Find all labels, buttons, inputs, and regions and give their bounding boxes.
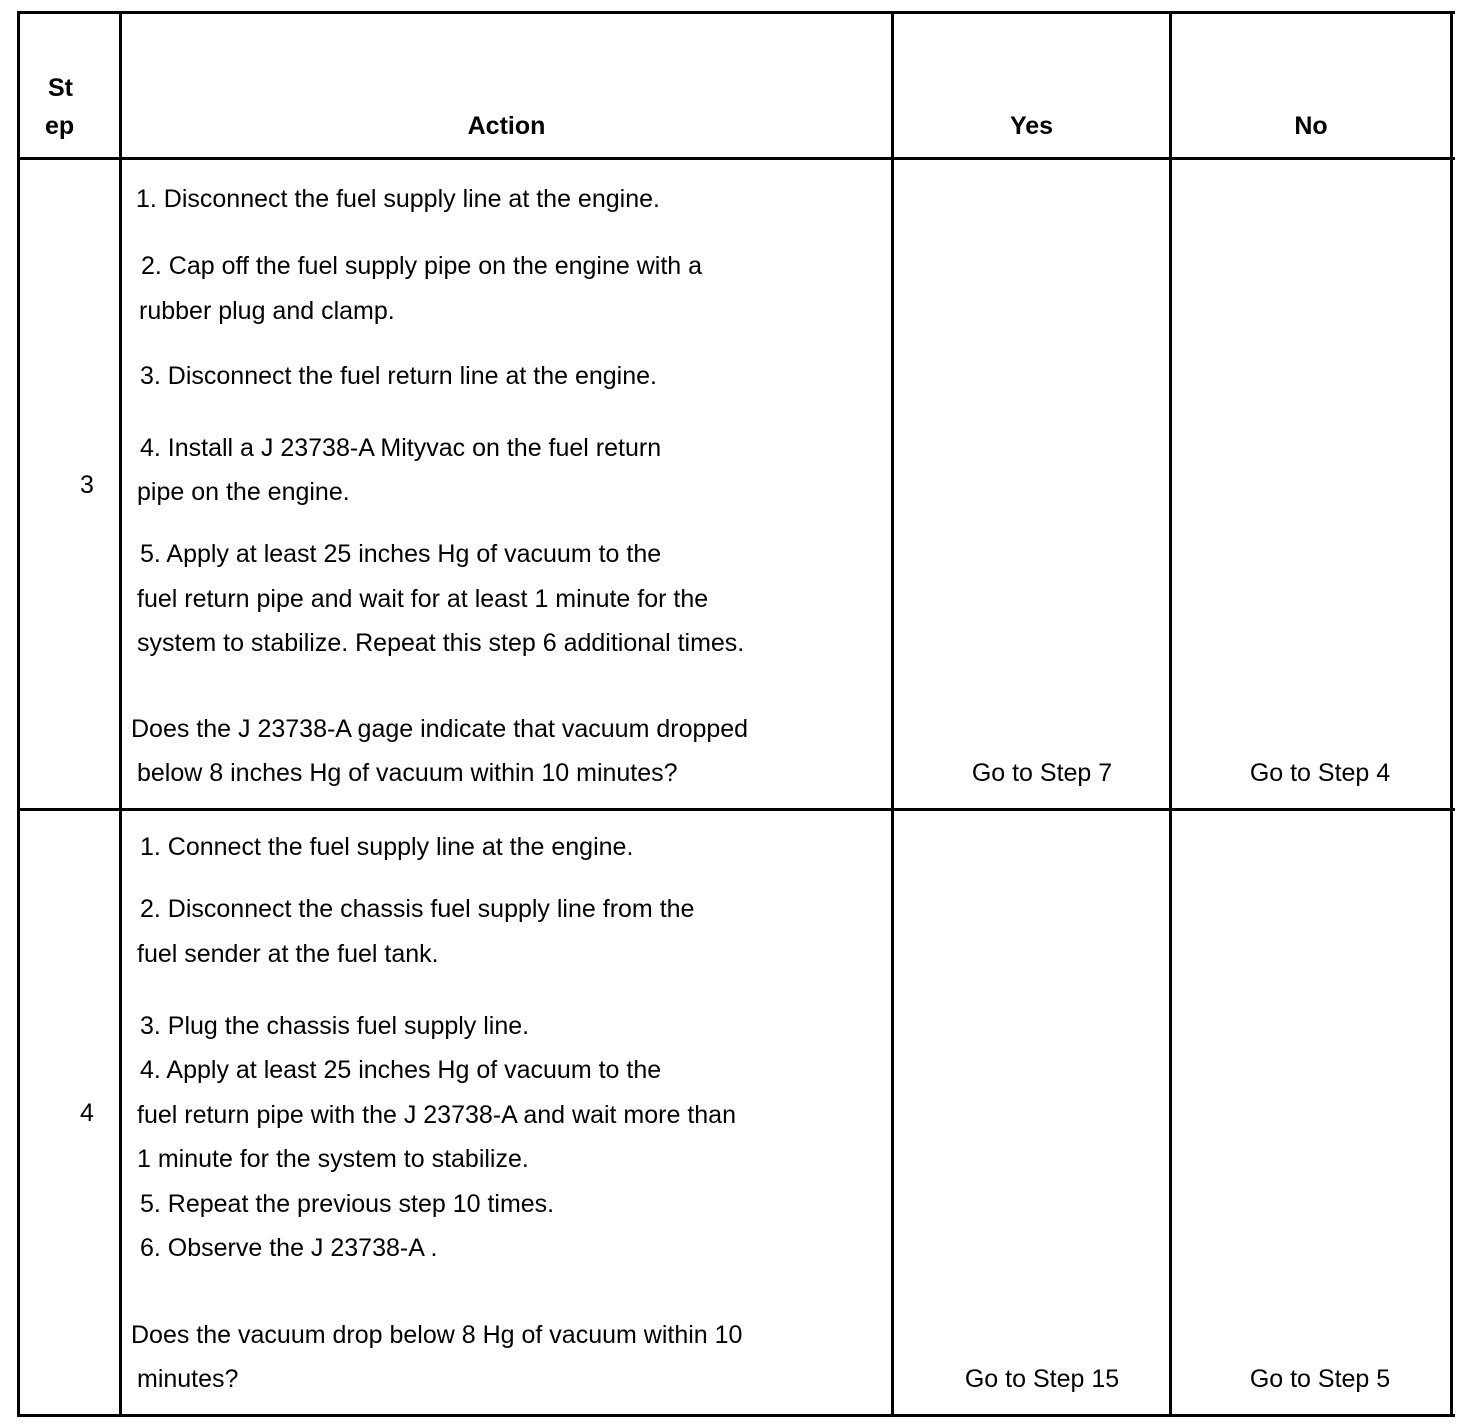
question-line: minutes? <box>137 1365 239 1393</box>
header-divider <box>17 157 1455 160</box>
question-line: below 8 inches Hg of vacuum within 10 minutes? <box>137 759 678 787</box>
action-line: system to stabilize. Repeat this step 6 additional times. <box>137 629 745 657</box>
column-divider-step <box>119 11 122 1417</box>
action-line: 3. Disconnect the fuel return line at the engine. <box>140 362 657 390</box>
question-line: Does the vacuum drop below 8 Hg of vacuum within 10 <box>131 1321 743 1349</box>
header-step-line1: St <box>48 74 73 102</box>
row-divider <box>17 808 1455 811</box>
column-divider-action <box>891 11 894 1417</box>
row-step-number: 3 <box>80 471 94 499</box>
action-line: rubber plug and clamp. <box>139 297 395 325</box>
action-line: pipe on the engine. <box>137 478 350 506</box>
question-line: Does the J 23738-A gage indicate that vacuum dropped <box>131 715 749 743</box>
action-line: 1. Disconnect the fuel supply line at the engine. <box>136 185 660 213</box>
header-action: Action <box>467 112 546 140</box>
action-line: fuel return pipe with the J 23738-A and wait more than <box>137 1101 736 1129</box>
action-line: 4. Install a J 23738-A Mityvac on the fuel return <box>140 434 662 462</box>
column-divider-yes <box>1169 11 1172 1417</box>
table-border-left <box>17 11 20 1417</box>
row-step-number: 4 <box>80 1099 94 1127</box>
action-line: 2. Cap off the fuel supply pipe on the engine with a <box>141 252 703 280</box>
yes-result: Go to Step 7 <box>971 759 1113 787</box>
action-line: 1 minute for the system to stabilize. <box>137 1145 529 1173</box>
action-line: 5. Apply at least 25 inches Hg of vacuum to the <box>140 540 662 568</box>
no-result: Go to Step 4 <box>1249 759 1391 787</box>
table-border-bottom <box>17 1414 1455 1417</box>
action-line: 3. Plug the chassis fuel supply line. <box>140 1012 530 1040</box>
action-line: 2. Disconnect the chassis fuel supply line from the <box>140 895 695 923</box>
action-line: 5. Repeat the previous step 10 times. <box>140 1190 555 1218</box>
action-line: 6. Observe the J 23738-A . <box>140 1234 438 1262</box>
table-border-top <box>17 11 1455 14</box>
table-border-right <box>1450 11 1453 1417</box>
no-result: Go to Step 5 <box>1249 1365 1391 1393</box>
action-line: fuel sender at the fuel tank. <box>137 940 439 968</box>
yes-result: Go to Step 15 <box>964 1365 1120 1393</box>
action-line: 1. Connect the fuel supply line at the engine. <box>140 833 634 861</box>
header-yes: Yes <box>1009 112 1054 140</box>
header-step-line2: ep <box>45 112 75 140</box>
action-line: fuel return pipe and wait for at least 1 minute for the <box>137 585 709 613</box>
action-line: 4. Apply at least 25 inches Hg of vacuum to the <box>140 1056 662 1084</box>
header-no: No <box>1294 112 1328 140</box>
